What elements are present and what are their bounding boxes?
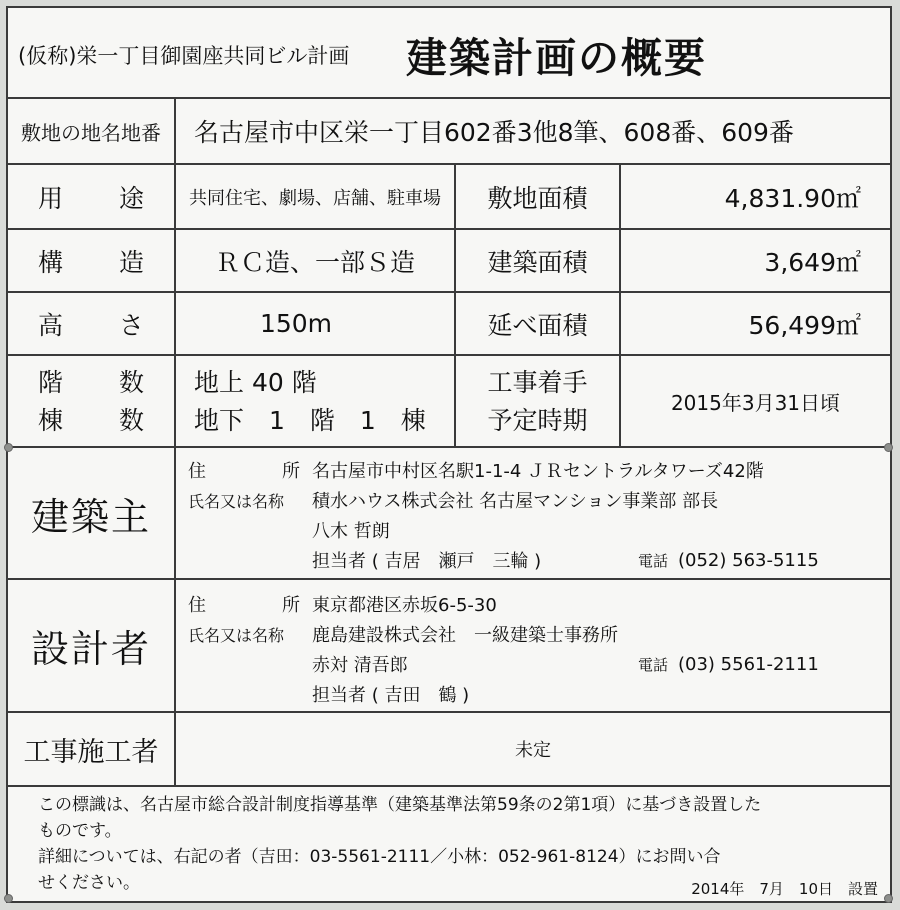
schedule-value: 2015年3月31日頃: [670, 390, 841, 415]
designer-phone: (03) 5561-2111: [678, 653, 819, 675]
owner-phone: (052) 563-5115: [678, 549, 819, 571]
bolt: [884, 894, 893, 903]
floor-area-value: 56,499㎡: [748, 310, 861, 340]
owner-representative: 八木 哲朗: [312, 521, 390, 542]
designer-address-label: 住 所: [188, 595, 300, 616]
contractor-value: 未定: [515, 740, 551, 761]
floors-label: 階 数: [38, 368, 144, 397]
owner-phone-label: 電話: [638, 551, 669, 570]
structure-label: 構 造: [38, 247, 144, 277]
owner-contact: 担当者 ( 吉居 瀬戸 三輪 ): [312, 551, 542, 572]
owner-address: 名古屋市中村区名駅1-1-4 ＪＲセントラルタワーズ42階: [312, 461, 764, 482]
designer-label: 設計者: [30, 627, 151, 671]
installation-date: 2014年 7月 10日 設置: [691, 879, 878, 898]
buildings-value: 地下 1 階 1 棟: [194, 406, 426, 435]
designer-representative: 赤対 清吾郎: [312, 655, 408, 676]
schedule-label-1: 工事着手: [487, 368, 588, 397]
designer-name: 鹿島建設株式会社 一級建築士事務所: [312, 625, 618, 646]
divider: [8, 785, 890, 787]
floors-value: 地上 40 階: [194, 368, 317, 397]
project-subtitle: (仮称)栄一丁目御園座共同ビル計画: [18, 44, 350, 68]
designer-name-label: 氏名又は名称: [188, 625, 285, 645]
floor-area-label: 延べ面積: [487, 310, 588, 340]
building-area-label: 建築面積: [487, 247, 588, 277]
use-label: 用 途: [38, 183, 144, 213]
designer-phone-label: 電話: [638, 655, 669, 674]
site-label: 敷地の地名地番: [21, 120, 161, 145]
notice-line: せください。: [38, 873, 140, 893]
owner-label: 建築主: [30, 494, 151, 539]
site-area-value: 4,831.90㎡: [724, 183, 861, 213]
notice-line: この標識は、名古屋市総合設計制度指導基準（建築基準法第59条の2第1項）に基づき設置した: [38, 795, 762, 815]
schedule-label-2: 予定時期: [487, 406, 588, 435]
site-area-label: 敷地面積: [487, 183, 588, 213]
height-value: 150m: [259, 309, 333, 338]
structure-value: ＲＣ造、一部Ｓ造: [214, 247, 415, 277]
owner-address-label: 住 所: [188, 461, 300, 482]
building-area-value: 3,649㎡: [764, 247, 861, 277]
buildings-label: 棟 数: [38, 406, 144, 435]
designer-address: 東京都港区赤坂6-5-30: [312, 595, 497, 616]
notice-line: 詳細については、右記の者（吉田：03-5561-2111／小林：052-961-8124）にお問い合: [38, 847, 721, 867]
bolt: [4, 894, 13, 903]
notice-line: ものです。: [38, 821, 122, 841]
use-value: 共同住宅、劇場、店舗、駐車場: [189, 187, 441, 209]
designer-contact: 担当者 ( 吉田 鶴 ): [312, 685, 470, 706]
contractor-label: 工事施工者: [23, 736, 159, 768]
page-title: 建築計画の概要: [406, 33, 707, 80]
height-label: 高 さ: [38, 310, 144, 340]
owner-name-label: 氏名又は名称: [188, 491, 285, 511]
site-value: 名古屋市中区栄一丁目602番3他8筆、608番、609番: [194, 118, 794, 147]
notice-board: [6, 6, 892, 903]
owner-name: 積水ハウス株式会社 名古屋マンション事業部 部長: [312, 491, 719, 512]
